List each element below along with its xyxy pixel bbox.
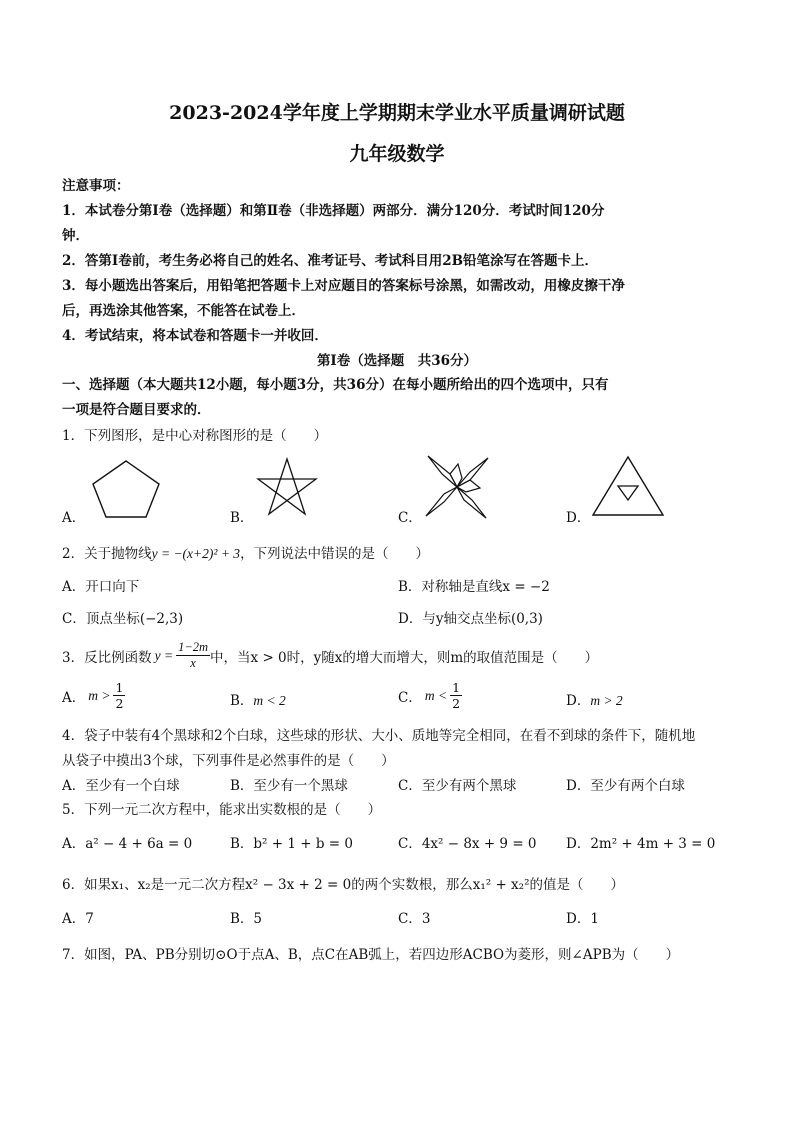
- question-1-stem: 1．下列图形，是中心对称图形的是（ ）: [62, 428, 328, 444]
- pentagon-icon: [90, 458, 162, 520]
- q3-option-c-lhs: m <: [424, 687, 448, 703]
- question-6-stem: 6．如果x₁、x₂是一元二次方程x² − 3x + 2 = 0的两个实数根，那么x₁² + x₂²的值是（ ）: [62, 877, 624, 893]
- question-2-stem: [62, 542, 429, 562]
- q5-option-c: C．4x² − 8x + 9 = 0: [398, 836, 537, 852]
- question-5-stem: 5．下列一元二次方程中，能求出实数根的是（ ）: [62, 802, 382, 818]
- question-3-stem: [62, 640, 598, 671]
- exam-title: 2023-2024学年度上学期期末学业水平质量调研试题: [169, 102, 625, 124]
- nested-triangles-icon: [590, 454, 666, 518]
- notice-item: 后，再选涂其他答案，不能答在试卷上．: [62, 303, 305, 319]
- q3-fraction-num: 1−2m: [178, 640, 209, 654]
- section-title: 第Ⅰ卷（选择题 共36分）: [316, 353, 478, 369]
- q3-option-a-label: A．: [62, 689, 86, 706]
- q3-option-a-lhs: m >: [88, 687, 111, 703]
- q6-option-a: A．7: [62, 911, 94, 927]
- notice-item: 钟．: [62, 228, 89, 244]
- q3-option-c-fraction: [450, 680, 462, 711]
- q2-stem-suffix: ，下列说法中错误的是（ ）: [240, 546, 430, 562]
- q3-option-d-text: m > 2: [590, 693, 623, 708]
- q4-option-b: B．至少有一个黑球: [230, 778, 348, 794]
- q3-option-b: [230, 689, 286, 709]
- pentagram-icon: [255, 457, 319, 517]
- section-intro: 一、选择题（本大题共12小题，每小题3分，共36分）在每小题所给出的四个选项中，只有: [62, 377, 609, 393]
- q5-option-b: B．b² + 1 + b = 0: [230, 836, 353, 852]
- q3-option-c: [398, 680, 462, 711]
- q3-stem-prefix: 3．反比例函数: [62, 649, 152, 666]
- q3-option-b-label: B．: [230, 693, 254, 709]
- q1-option-c-label: C．: [398, 510, 422, 526]
- fraction-den: 2: [452, 696, 461, 711]
- notice-item: 1．本试卷分第Ⅰ卷（选择题）和第Ⅱ卷（非选择题）两部分．满分120分．考试时间120分: [62, 203, 605, 219]
- question-7-stem: 7．如图，PA、PB分别切⊙O于点A、B，点C在AB弧上，若四边形ACBO为菱形，则∠APB为（ ）: [62, 947, 680, 963]
- q4-option-d: D．至少有两个白球: [566, 778, 685, 794]
- q1-option-d-label: D．: [566, 510, 591, 526]
- q4-option-a: A．至少有一个白球: [62, 778, 180, 794]
- notice-heading: 注意事项：: [62, 178, 130, 194]
- question-4-stem-cont: 从袋子中摸出3个球，下列事件是必然事件的是（ ）: [62, 753, 395, 769]
- q5-option-d: D．2m² + 4m + 3 = 0: [566, 836, 716, 852]
- section-intro: 一项是符合题目要求的．: [62, 402, 211, 418]
- fraction-den: 2: [115, 696, 124, 711]
- q3-fraction-den: x: [190, 656, 196, 670]
- q5-option-a: A．a² − 4 + 6a = 0: [62, 836, 193, 852]
- q6-option-b: B．5: [230, 911, 263, 927]
- q3-stem-lhs: y =: [154, 647, 174, 663]
- question-4-stem: 4．袋子中装有4个黑球和2个白球，这些球的形状、大小、质地等完全相同，在看不到球的条件下，随机地: [62, 728, 696, 744]
- q2-option-c: C．顶点坐标(−2,3): [62, 611, 184, 627]
- q3-option-a: [62, 680, 125, 711]
- notice-item: 3．每小题选出答案后，用铅笔把答题卡上对应题目的答案标号涂黑，如需改动，用橡皮擦干净: [62, 278, 625, 294]
- q3-option-d-label: D．: [566, 693, 591, 709]
- q3-option-c-label: C．: [398, 689, 422, 706]
- exam-subtitle: 九年级数学: [349, 143, 445, 165]
- q2-option-b: B．对称轴是直线x = −2: [398, 579, 550, 595]
- q2-option-a: A．开口向下: [62, 579, 140, 595]
- q3-fraction: [176, 640, 210, 671]
- q6-option-d: D．1: [566, 911, 599, 927]
- q4-option-c: C．至少有两个黑球: [398, 778, 517, 794]
- q3-option-b-text: m < 2: [253, 693, 286, 708]
- q3-option-d: [566, 689, 623, 709]
- q2-stem-math: y = −(x+2)² + 3: [151, 546, 241, 561]
- pinwheel-icon: [422, 452, 492, 522]
- q3-option-a-fraction: [113, 680, 125, 711]
- q2-stem-prefix: 2．关于抛物线: [62, 546, 152, 562]
- q2-option-d: D．与y轴交点坐标(0,3): [398, 611, 543, 627]
- q1-option-b-label: B．: [230, 510, 254, 526]
- q6-option-c: C．3: [398, 911, 431, 927]
- notice-item: 2．答第Ⅰ卷前，考生务必将自己的姓名、准考证号、考试科目用2B铅笔涂写在答题卡上．: [62, 253, 599, 269]
- q1-option-a-label: A．: [62, 510, 86, 526]
- q3-stem-suffix: 中，当x > 0时，y随x的增大而增大，则m的取值范围是（ ）: [210, 649, 599, 666]
- fraction-num: 1: [115, 680, 124, 695]
- fraction-num: 1: [452, 680, 461, 695]
- notice-item: 4．考试结束，将本试卷和答题卡一并收回．: [62, 328, 328, 344]
